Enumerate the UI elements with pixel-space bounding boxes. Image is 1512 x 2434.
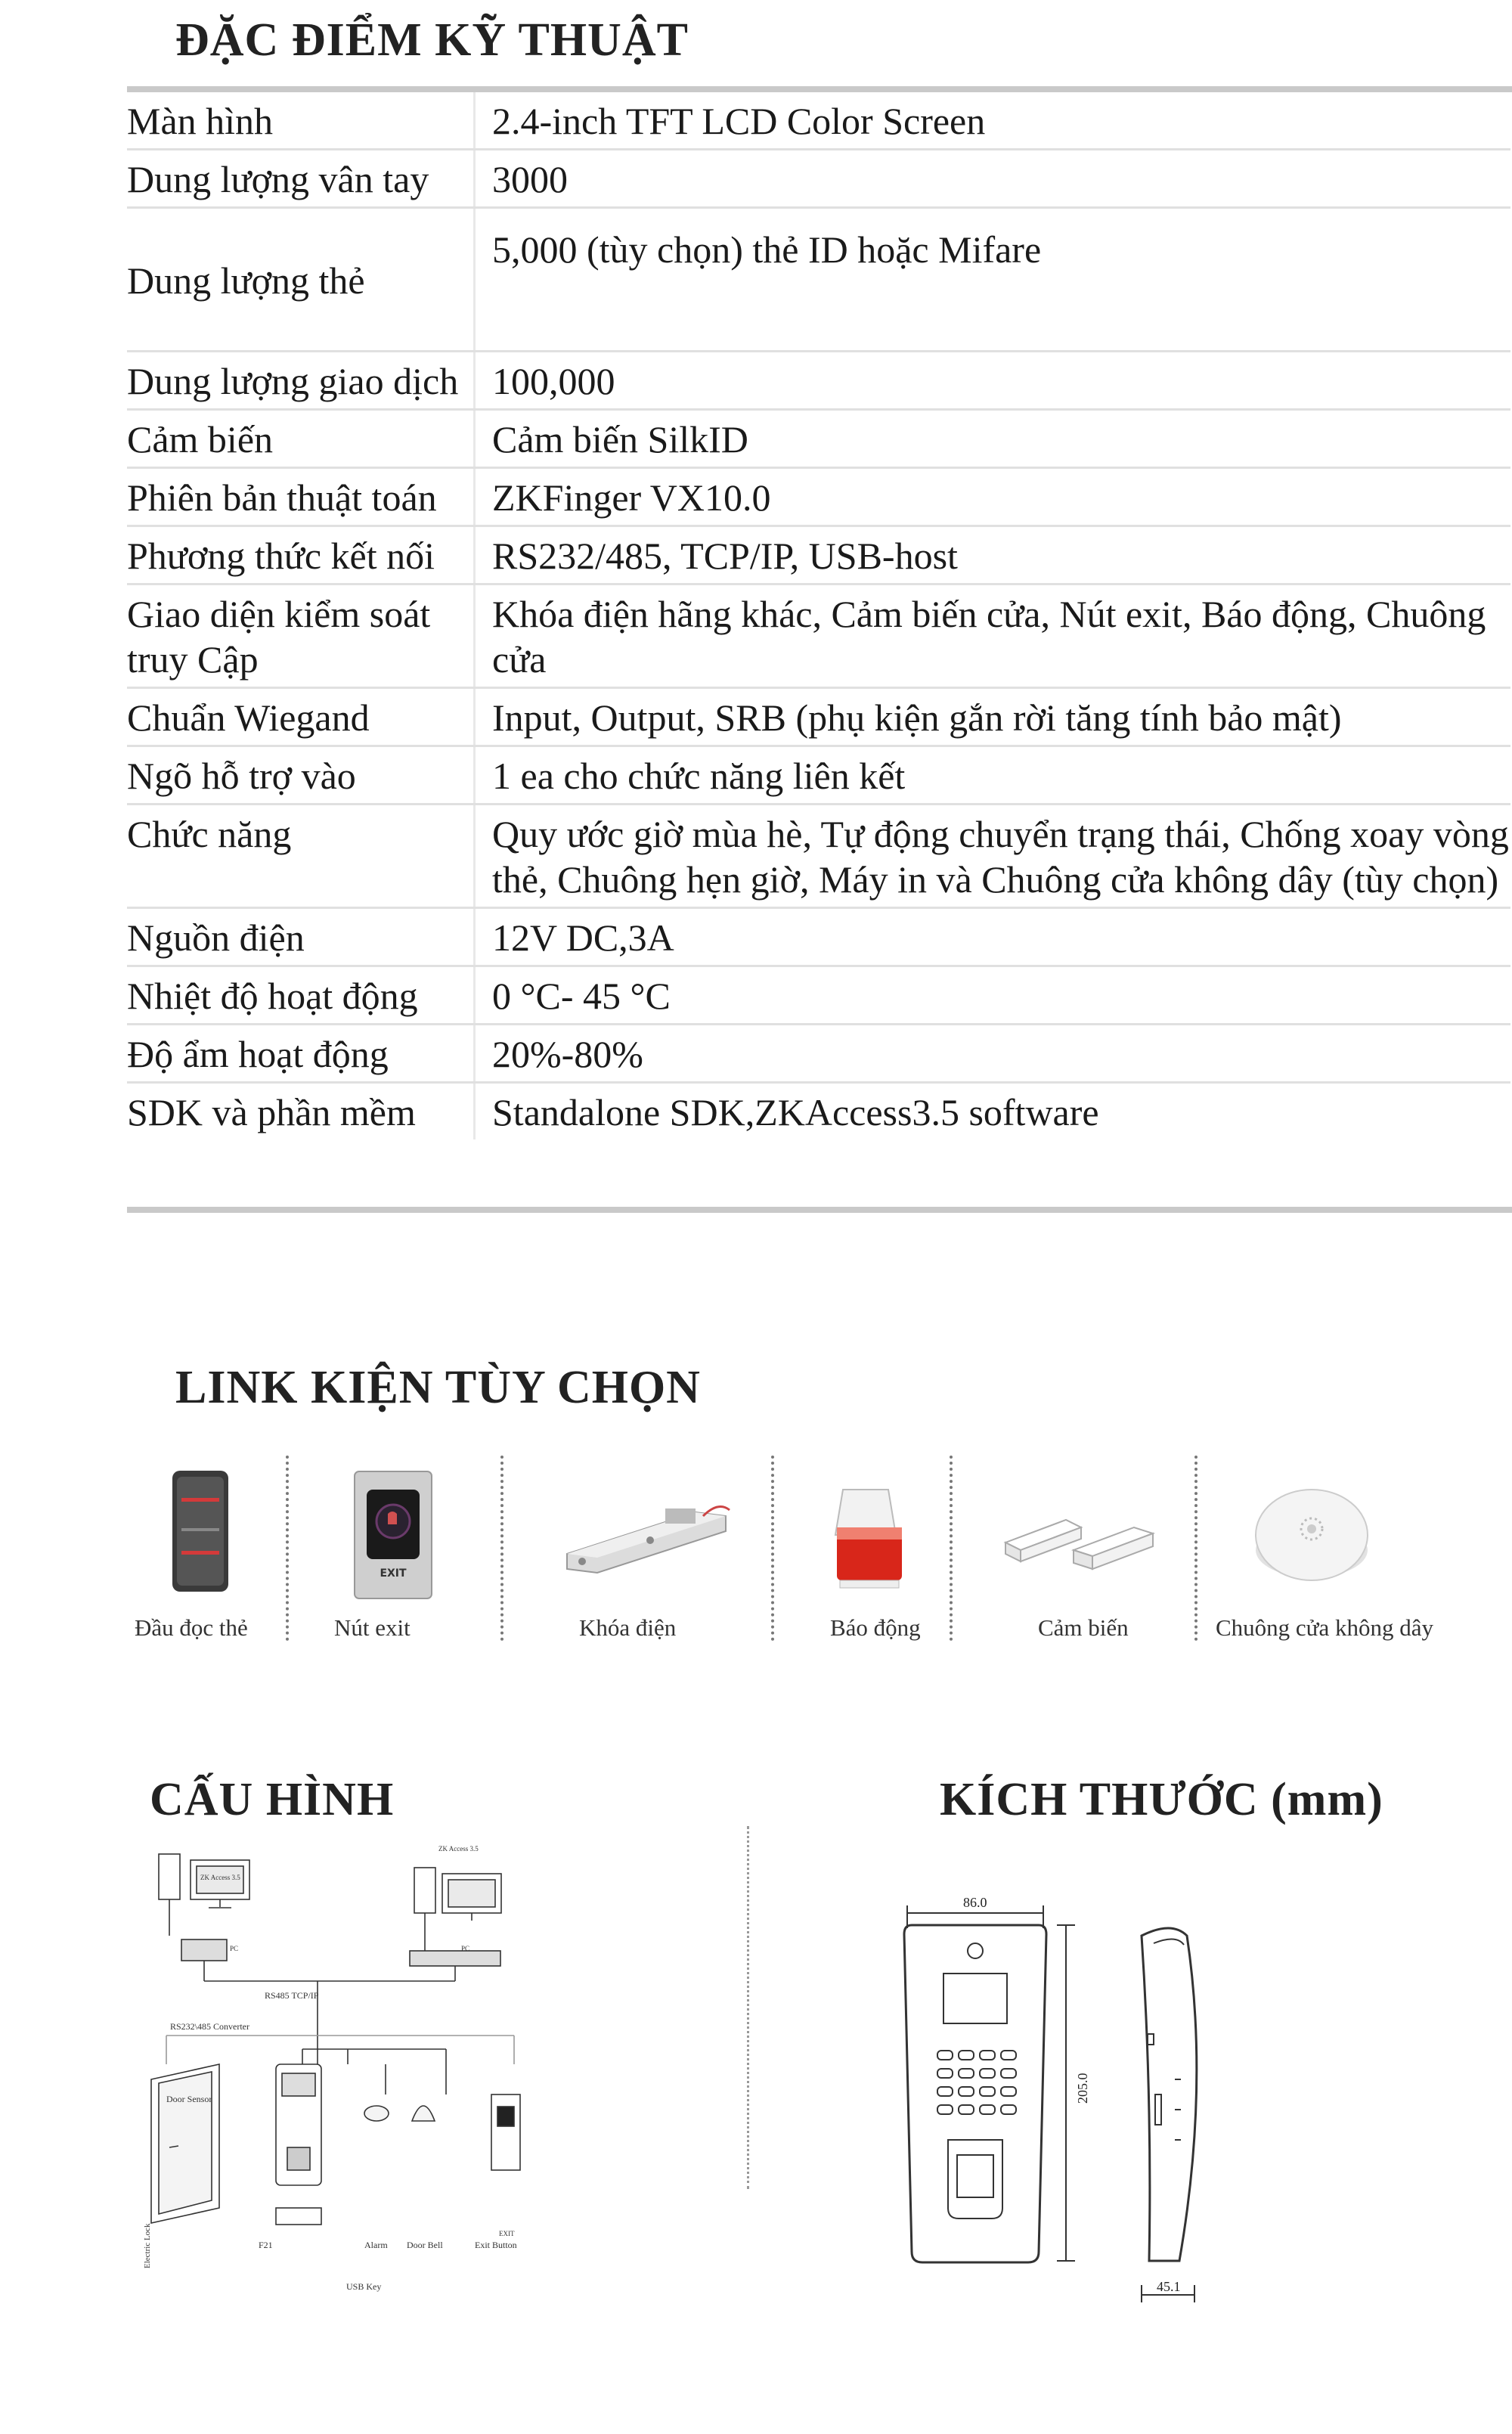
door-bell-label: Door Bell <box>407 2240 443 2250</box>
spec-label: Chuẩn Wiegand <box>127 688 475 746</box>
table-row <box>127 584 1510 688</box>
spec-value: Cảm biến SilkID <box>475 410 1511 468</box>
separator <box>950 1456 953 1641</box>
accessories-title: LINK KIỆN TÙY CHỌN <box>175 1362 701 1413</box>
device-label: F21 <box>259 2240 273 2250</box>
pc-label-b: PC <box>461 1945 470 1952</box>
separator <box>1194 1456 1198 1641</box>
spec-label: Phương thức kết nối <box>127 526 475 584</box>
spec-value: 12V DC,3A <box>475 908 1511 966</box>
exit-button-label: Exit Button <box>475 2240 517 2250</box>
configuration-diagram <box>136 1837 559 2306</box>
card-reader-image <box>151 1463 249 1599</box>
table-row <box>127 410 1510 468</box>
wireless-doorbell-image <box>1251 1482 1372 1595</box>
accessory-label: Đầu đọc thẻ <box>135 1614 248 1641</box>
door-sensor-label: Door Sensor <box>166 2094 212 2104</box>
table-row <box>127 208 1510 352</box>
exit-button-image <box>344 1467 442 1603</box>
table-row <box>127 468 1510 526</box>
table-row <box>127 150 1510 208</box>
accessory-label: Khóa điện <box>579 1614 677 1641</box>
spec-value: RS232/485, TCP/IP, USB-host <box>475 526 1511 584</box>
spec-value: ZKFinger VX10.0 <box>475 468 1511 526</box>
accessory-label: Báo động <box>830 1614 921 1641</box>
table-row <box>127 1025 1510 1083</box>
spec-label: Độ ẩm hoạt động <box>127 1025 475 1083</box>
door-sensor-image <box>998 1497 1164 1580</box>
table-row <box>127 1083 1510 1140</box>
table-row <box>127 805 1510 908</box>
config-title: CẤU HÌNH <box>150 1774 395 1825</box>
converter-label: RS232\485 Converter <box>170 2021 249 2032</box>
software-label-a: ZK Access 3.5 <box>200 1874 240 1881</box>
spec-label: Nhiệt độ hoạt động <box>127 966 475 1025</box>
table-row <box>127 746 1510 805</box>
spec-value: 20%-80% <box>475 1025 1511 1083</box>
software-label-b: ZK Access 3.5 <box>438 1845 479 1853</box>
table-row <box>127 908 1510 966</box>
depth-label: 45.1 <box>1157 2279 1181 2294</box>
spec-label: Chức năng <box>127 805 475 908</box>
alarm-label: Alarm <box>364 2240 388 2250</box>
spec-value: 1 ea cho chức năng liên kết <box>475 746 1511 805</box>
pc-label-a: PC <box>230 1945 239 1952</box>
spec-value: 2.4-inch TFT LCD Color Screen <box>475 92 1511 150</box>
table-row <box>127 526 1510 584</box>
spec-value: Standalone SDK,ZKAccess3.5 software <box>492 1091 1099 1133</box>
table-row <box>127 688 1510 746</box>
specs-top-rule <box>127 86 1512 92</box>
electric-lock-image <box>559 1493 733 1584</box>
spec-label: Phiên bản thuật toán <box>127 468 475 526</box>
usb-key-label: USB Key <box>346 2281 382 2292</box>
spec-label: Cảm biến <box>127 410 475 468</box>
electric-lock-label: Electric Lock <box>143 2223 152 2268</box>
spec-label: Ngõ hỗ trợ vào <box>127 746 475 805</box>
accessory-label: Nút exit <box>334 1614 411 1641</box>
spec-label: Giao diện kiểm soát truy Cập <box>127 584 475 688</box>
spec-value: 100,000 <box>475 352 1511 410</box>
spec-label: SDK và phần mềm <box>127 1083 475 1140</box>
separator <box>286 1456 289 1641</box>
specs-table <box>127 92 1510 1139</box>
spec-value: Khóa điện hãng khác, Cảm biến cửa, Nút exit, Báo động, Chuông cửa <box>475 584 1511 688</box>
dimensions-title: KÍCH THƯỚC (mm) <box>940 1774 1383 1825</box>
spec-label: Nguồn điện <box>127 908 475 966</box>
spec-value: 3000 <box>475 150 1511 208</box>
spec-value: Quy ước giờ mùa hè, Tự động chuyển trạng thái, Chống xoay vòng thẻ, Chuông hẹn giờ, Máy in và Chuông cửa không dây (tùy chọn) <box>475 805 1511 908</box>
dimensions-drawing <box>885 1883 1263 2306</box>
table-row <box>127 92 1510 150</box>
section-divider <box>747 1826 749 2189</box>
spec-label: Dung lượng giao dịch <box>127 352 475 410</box>
spec-value: 5,000 (tùy chọn) thẻ ID hoặc Mifare <box>475 208 1511 352</box>
spec-label: Dung lượng thẻ <box>127 208 475 352</box>
link-label: RS485 TCP/IP <box>265 1990 319 2001</box>
table-row <box>127 966 1510 1025</box>
width-label: 86.0 <box>963 1895 987 1910</box>
spec-label: Dung lượng vân tay <box>127 150 475 208</box>
accessory-label: Cảm biến <box>1038 1614 1129 1641</box>
spec-value: 0 °C- 45 °C <box>475 966 1511 1025</box>
specs-bottom-rule <box>127 1207 1512 1213</box>
exit-badge-label: EXIT <box>499 2230 515 2237</box>
separator <box>500 1456 503 1641</box>
separator <box>771 1456 774 1641</box>
spec-value: Input, Output, SRB (phụ kiện gắn rời tăng tính bảo mật) <box>475 688 1511 746</box>
spec-label: Màn hình <box>127 92 475 150</box>
alarm-image <box>820 1474 919 1603</box>
specs-title: ĐẶC ĐIỂM KỸ THUẬT <box>175 14 689 66</box>
accessory-label: Chuông cửa không dây <box>1216 1614 1434 1641</box>
height-label: 205.0 <box>1075 2073 1090 2104</box>
exit-badge-text: EXIT <box>380 1567 407 1580</box>
table-row <box>127 352 1510 410</box>
